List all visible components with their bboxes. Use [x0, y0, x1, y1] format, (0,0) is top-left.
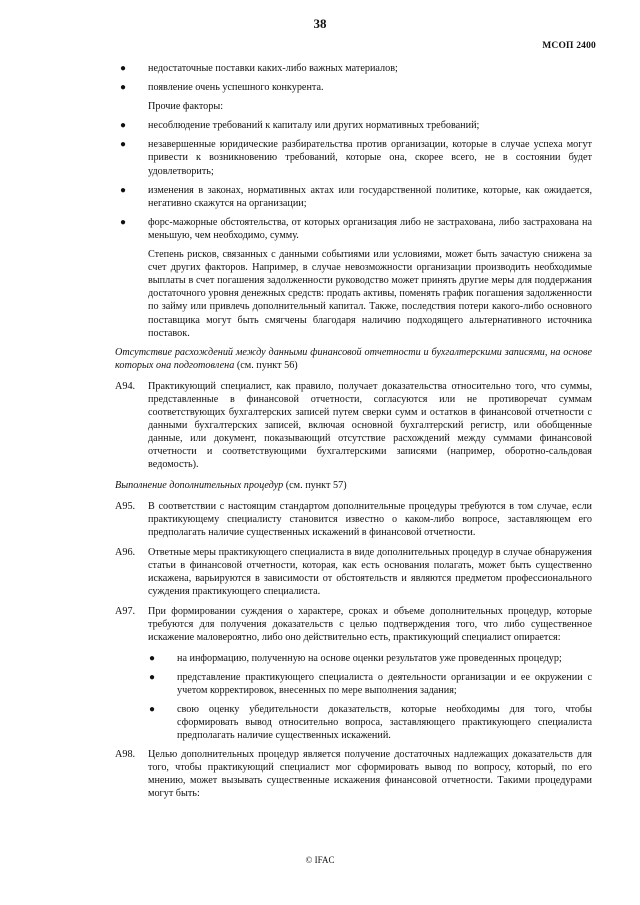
summary-paragraph: Степень рисков, связанных с данными событиями или условиями, может быть зачастую снижена за счет других факторов. Например, в случае невозможности организации производить необходимые выплаты в счет погашения задолженности руководство может принять другие меры для поддержания достаточного уровня денежных средств: продать активы, поменять график погашения задолженности по займу или привлечь дополнительный капитал. Также, последствия потери какого-либо основного поставщика могут быть смягчены благодаря наличию подходящего альтернативного источника поставок. — [148, 249, 592, 339]
paragraph-text: В соответствии с настоящим стандартом дополнительные процедуры требуются в том случае, если практикующему специалисту становится известно о каком-либо вопросе, заставляющем его предполагать наличие существенных искажений в финансовой отчетности. — [148, 500, 592, 538]
paragraph-number: A97. — [115, 606, 136, 618]
bullet-icon: ● — [120, 184, 127, 196]
bullet-icon: ● — [120, 216, 127, 228]
section-heading-ref: (см. пункт 57) — [283, 479, 347, 491]
page-content — [0, 62, 640, 808]
list-item — [149, 703, 592, 742]
list-item-text: представление практикующего специалиста о деятельности организации и ее окружении с учетом корректировок, внесенных по мере выполнения задания; — [177, 671, 592, 696]
paragraph-a96 — [115, 546, 592, 598]
list-item-text: форс-мажорные обстоятельства, от которых организация либо не застрахована, либо застрахована на меньшую, чем необходимо, сумму. — [148, 216, 592, 241]
paragraph-a97 — [115, 605, 592, 644]
paragraph-number: A95. — [115, 500, 136, 512]
section-heading-title: Выполнение дополнительных процедур — [115, 479, 284, 491]
page-number: 38 — [313, 16, 327, 31]
paragraph-text: Ответные меры практикующего специалиста в виде дополнительных процедур в случае обнаружения статьи в финансовой отчетности, которая, как есть основания полагать, может быть существенно искажена, варьируются в зависимости от обстоятельств и являются предметом профессионального суждения практикующего специалиста. — [148, 546, 592, 598]
list-item — [120, 81, 592, 94]
paragraph-number: A94. — [115, 380, 136, 392]
bullet-icon: ● — [149, 652, 156, 664]
list-item-text: несоблюдение требований к капиталу или других нормативных требований; — [148, 120, 480, 132]
bullet-icon: ● — [120, 139, 127, 151]
list-item-text: недостаточные поставки каких-либо важных материалов; — [148, 63, 398, 74]
paragraph-number: A96. — [115, 546, 136, 558]
bullet-icon: ● — [120, 120, 127, 132]
list-item — [120, 138, 592, 177]
paragraph-a94 — [115, 380, 592, 472]
document-code: МСОП 2400 — [542, 41, 596, 51]
list-item-text: незавершенные юридические разбирательства против организации, которые в случае успеха могут привести к возникновению требований, которые она, скорее всего, не в состоянии будет удовлетворить; — [148, 139, 592, 177]
list-item-text: появление очень успешного конкурента. — [148, 82, 324, 94]
list-item-text: на информацию, полученную на основе оценки результатов уже проведенных процедур; — [177, 652, 562, 664]
list-item-text: свою оценку убедительности доказательств, которые необходимы для того, чтобы сформировать вывод относительно вопроса, заставляющего практикующего специалиста предполагать наличие существенных искажений. — [177, 703, 592, 742]
other-factors-label: Прочие факторы: — [148, 101, 224, 113]
section-heading-title: Отсутствие расхождений между данными финансовой отчетности и бухгалтерскими записями, на основе которых она подготовлена — [115, 346, 592, 371]
bullet-icon: ● — [120, 82, 127, 94]
list-item — [120, 184, 592, 210]
paragraph-number: A98. — [115, 749, 136, 761]
bullet-icon: ● — [120, 63, 127, 74]
list-item-text: изменения в законах, нормативных актах или государственной политике, которые, как ожидается, негативно скажутся на организации; — [148, 184, 592, 209]
bullet-icon: ● — [149, 671, 156, 683]
list-item — [149, 652, 592, 665]
footer-copyright: © IFAC — [305, 855, 335, 865]
list-item — [120, 216, 592, 242]
list-item — [120, 119, 592, 132]
paragraph-a95 — [115, 500, 592, 539]
section-heading — [115, 479, 592, 492]
paragraph-a98 — [115, 748, 592, 800]
list-item — [149, 671, 592, 697]
paragraph-text: Практикующий специалист, как правило, получает доказательства относительно того, что суммы, представленные в финансовой отчетности, согласуются или не противоречат суммам соответствующих бухгалтерских записей путем сверки сумм и остатков в финансовой отчетности с данными бухгалтерских записей, включая основной бухгалтерский регистр, или обобщенные данные, или документ, показывающий отсутствие расхождений между суммами финансовой отчетности и соответствующими бухгалтерскими записями (например, оборотно-сальдовая ведомость). — [148, 380, 592, 471]
paragraph-text: При формировании суждения о характере, сроках и объеме дополнительных процедур, которые требуются для получения доказательств с целью подтверждения того, что либо существенное искажение маловероятно, либо оно действительно есть, практикующий специалист опирается: — [148, 606, 592, 644]
section-heading — [115, 346, 592, 372]
section-heading-ref: (см. пункт 56) — [234, 359, 298, 371]
bullet-icon: ● — [149, 703, 156, 715]
paragraph-text: Целью дополнительных процедур является получение достаточных надлежащих доказательств для того, чтобы практикующий специалист мог сформировать вывод по вопросу, который, по его мнению, может вызывать существенные искажения финансовой отчетности. Такими процедурами могут быть: — [148, 749, 592, 800]
list-item — [120, 62, 592, 75]
